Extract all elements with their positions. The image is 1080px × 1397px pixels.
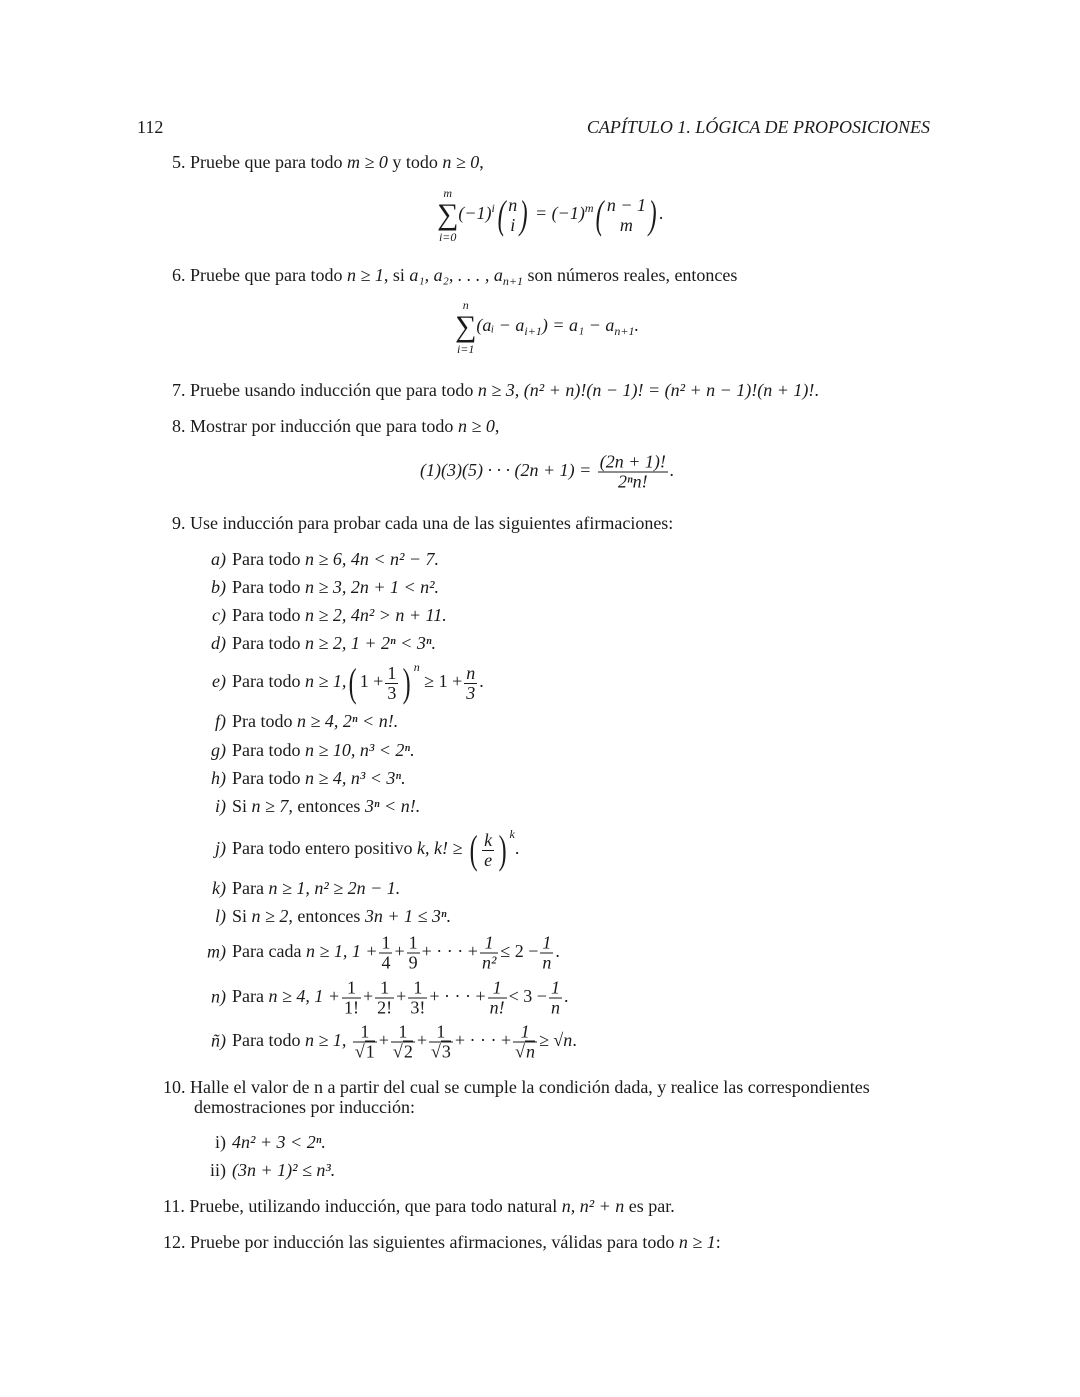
fraction-part: 2!	[377, 997, 393, 1018]
math-part: n	[508, 195, 518, 215]
math-part: b)	[211, 577, 226, 597]
math-part: 1	[365, 1041, 375, 1062]
math: m ≥ 0	[346, 152, 388, 172]
math-part: i+1	[524, 324, 542, 339]
math-part: i	[491, 201, 495, 216]
math-part: + · · · +	[454, 1030, 512, 1051]
math-part: Para todo	[232, 605, 305, 625]
fraction-part: 1	[408, 979, 427, 999]
math-part: a)	[211, 549, 226, 569]
equation-8	[420, 453, 674, 492]
math-part: ∑	[437, 198, 459, 231]
math-part: k, k! ≥	[416, 838, 463, 859]
math-part: n	[413, 660, 420, 675]
math-part: Pra todo	[232, 711, 297, 731]
math-part: ≥ 1 +	[424, 671, 463, 692]
math-part: n ≥ 4, 2ⁿ < n!.	[297, 711, 399, 731]
math-part: m)	[207, 941, 226, 962]
math-part: n, n² + n	[561, 1196, 625, 1216]
sub-item-n: n) Para n ≥ 4, 1 + $\frac{1}{1!}$ + $\frac{1}{2!}$ + $\frac{1}{3!}$ + · · · + $\frac{1}{n!}$ < 3 − $\frac{1}{n}$ .	[188, 979, 568, 1018]
fraction-part: √1	[354, 1041, 375, 1062]
math-part	[480, 934, 498, 973]
sub-item-i	[188, 795, 420, 817]
math-part: n ≥ 2, 4n² > n + 11.	[304, 605, 447, 625]
fraction-part: 2ⁿn!	[617, 471, 648, 492]
math-part	[353, 1023, 377, 1062]
math-part: n ≥ 2,	[251, 906, 293, 926]
math-part	[540, 934, 553, 973]
math-part: n ≥ 4, n³ < 3ⁿ.	[304, 768, 406, 788]
fraction-part: √n	[515, 1041, 536, 1062]
fraction-part: 1	[342, 979, 361, 999]
sub-item-f	[188, 710, 398, 732]
sub-item-k	[188, 877, 400, 899]
fraction-part: √3	[430, 1041, 451, 1062]
math-part: n ≥ 1,	[304, 671, 347, 692]
math-part: (	[497, 192, 506, 237]
math-part: n+1	[614, 324, 635, 339]
math-part: (	[469, 827, 478, 872]
math-part: , si	[383, 265, 410, 285]
math-part: n ≥ 3, 2n + 1 < n².	[304, 577, 440, 597]
exercise-10-cont: demostraciones por inducción:	[194, 1097, 415, 1117]
exercise-8	[172, 415, 499, 437]
math-part: Para todo	[232, 740, 305, 760]
exercise-6	[172, 264, 737, 286]
math-part: 8.	[172, 416, 186, 436]
math-part: Halle el valor de n a partir del cual se cumple la condición dada, y realice las correspondientes	[190, 1077, 870, 1097]
text: ,	[479, 152, 484, 172]
sub-item-j	[188, 827, 520, 872]
math-part: i	[510, 215, 516, 235]
math-part: m	[443, 186, 453, 200]
fraction-part: n!	[489, 997, 505, 1018]
math-part	[391, 1023, 415, 1062]
fraction-part: 1	[542, 932, 552, 953]
sub-item-i	[188, 1131, 326, 1153]
math-part: (	[596, 192, 605, 237]
math-part: )	[519, 192, 528, 237]
sub-item-d	[188, 632, 436, 654]
math-part: < 3 −	[508, 986, 547, 1007]
math-part: es par.	[624, 1196, 675, 1216]
math-part: n ≥ 6, 4n < n² − 7.	[304, 549, 440, 569]
exercise-10	[163, 1076, 870, 1098]
math-part: 3ⁿ < n!.	[364, 796, 421, 816]
math-part: entonces	[292, 906, 365, 926]
math-part: Para todo entero positivo	[232, 838, 417, 859]
fraction-part: 9	[408, 952, 418, 973]
math-part	[408, 979, 427, 1018]
fraction-part: 1	[480, 934, 498, 954]
math-part: )	[498, 827, 507, 872]
math-part: :	[715, 1232, 721, 1252]
math-part: 3	[441, 1041, 451, 1062]
math-part: (aᵢ − a	[476, 315, 525, 336]
fraction	[598, 453, 668, 492]
math-part: Use inducción para probar cada una de las siguientes afirmaciones:	[190, 513, 674, 533]
math-part: j)	[215, 838, 226, 859]
sub-item-a	[188, 548, 439, 570]
math-part: Pruebe usando inducción que para todo	[190, 380, 478, 400]
math-part: Para todo	[232, 577, 305, 597]
fraction-part: 1!	[344, 997, 360, 1018]
math-part: 6.	[172, 265, 186, 285]
math-part: n − 1	[606, 195, 646, 215]
math-part: + · · · +	[429, 986, 486, 1007]
sub-item-h	[188, 767, 406, 789]
math-part: Para todo	[232, 671, 305, 692]
math-part: ) = a₁ − a	[541, 315, 615, 336]
equation-6	[455, 298, 639, 356]
math-part: (3n + 1)² ≤ n³.	[232, 1160, 336, 1180]
math-part: 1 +	[359, 671, 384, 692]
math-part: g)	[211, 740, 226, 760]
fraction-part: 1	[387, 662, 397, 683]
math-part: entonces	[292, 796, 365, 816]
math-part: i)	[215, 796, 226, 816]
exercise-12	[163, 1231, 721, 1253]
math-part: .	[563, 986, 569, 1007]
sub-item-e	[188, 660, 484, 705]
math-part: 7.	[172, 380, 186, 400]
math-part: Para cada	[232, 941, 306, 962]
math-part: 9.	[172, 513, 186, 533]
math-part: n	[462, 298, 469, 312]
fraction-part: (2n + 1)!	[599, 451, 666, 472]
math: n ≥ 0	[442, 152, 480, 172]
math-part	[513, 1023, 537, 1062]
sub-item-g	[188, 739, 415, 761]
math-part: 10.	[163, 1077, 186, 1097]
sub-item-l	[188, 905, 451, 927]
math-part: Para	[232, 878, 269, 898]
fraction-part: √2	[392, 1041, 413, 1062]
math-part: .	[514, 838, 520, 859]
math-part	[407, 934, 420, 973]
math-part: 3n + 1 ≤ 3ⁿ.	[364, 906, 452, 926]
math-part	[429, 1023, 453, 1062]
chapter-title: CAPÍTULO 1. LÓGICA DE PROPOSICIONES	[586, 117, 930, 137]
math-part: (−1)	[458, 203, 492, 224]
fraction	[464, 664, 477, 703]
binomial	[508, 195, 517, 235]
fraction-part: 3	[466, 682, 476, 703]
fraction-part: n²	[481, 952, 497, 973]
math-part: son números reales, entonces	[522, 265, 738, 285]
fraction-part: 1	[408, 932, 418, 953]
math-part: n ≥ 3, (n² + n)!(n − 1)! = (n² + n − 1)!(n + 1)!	[477, 380, 815, 400]
math-part: Para todo	[232, 549, 305, 569]
fraction-part: e	[484, 849, 493, 870]
math-part: Para todo	[232, 1030, 305, 1051]
math-part	[549, 979, 562, 1018]
math-part: i=1	[456, 342, 475, 356]
math-part: = (−1)	[535, 203, 585, 224]
fraction-part: 1	[513, 1023, 537, 1043]
fraction-part: 1	[550, 977, 560, 998]
math-part: ii)	[210, 1160, 226, 1180]
math-part: )	[403, 660, 412, 705]
math-part: n ≥ 1, n² ≥ 2n − 1.	[268, 878, 401, 898]
math-part: .	[634, 315, 639, 336]
exercise-9	[172, 512, 673, 534]
math-part: n+1	[502, 274, 523, 288]
math-part: Mostrar por inducción que para todo	[190, 416, 458, 436]
summation	[437, 186, 458, 244]
math-part: l)	[215, 906, 226, 926]
math-part: n ≥ 1	[346, 265, 384, 285]
fraction-part: 3	[387, 682, 397, 703]
math-part: n ≥ 0	[457, 416, 495, 436]
math-part: i=0	[438, 230, 457, 244]
math-part: ñ)	[211, 1030, 226, 1051]
math-part: n ≥ 1	[678, 1232, 716, 1252]
fraction-part: n	[550, 997, 560, 1018]
math-part	[375, 979, 394, 1018]
math-part: f)	[215, 711, 226, 731]
fraction-part: 3!	[410, 997, 426, 1018]
item-number: 5.	[172, 152, 186, 172]
math-part: n ≥ 1,	[304, 1030, 347, 1051]
math-part: Pruebe, utilizando inducción, que para todo natural	[189, 1196, 562, 1216]
fraction	[482, 831, 494, 870]
fraction-part: 1	[381, 932, 391, 953]
math-part: .	[814, 380, 819, 400]
math-part: .	[659, 203, 664, 224]
fraction-part: 1	[429, 1023, 453, 1043]
math-part: Para todo	[232, 768, 305, 788]
summation	[455, 298, 476, 356]
math-part: Si	[232, 906, 252, 926]
math-part: k	[509, 827, 515, 842]
sub-item-m: m) Para cada n ≥ 1, 1 + $\frac{1}{4}$ + $\frac{1}{9}$ + · · · + $\frac{1}{\text{n²}}$ ≤ 2 − $\frac{1}{n}$ .	[188, 934, 560, 973]
fraction-part: 1	[353, 1023, 377, 1043]
math-part: ≥ √n	[539, 1030, 573, 1051]
math-part: c)	[212, 605, 226, 625]
page-number: 112	[137, 117, 164, 137]
fraction-part: 1	[391, 1023, 415, 1043]
math-part: .	[479, 671, 484, 692]
math-part: + · · · +	[421, 941, 478, 962]
math-part: 2	[403, 1041, 413, 1062]
fraction-part: 4	[381, 952, 391, 973]
equation-5	[437, 186, 664, 244]
sub-item-c	[188, 604, 447, 626]
fraction-part: n	[466, 662, 476, 683]
math-part: 11.	[163, 1196, 185, 1216]
math-part	[379, 934, 392, 973]
text: y todo	[387, 152, 443, 172]
math-part: .	[572, 1030, 577, 1051]
math-part: n ≥ 4, 1 +	[268, 986, 341, 1007]
math-part: ∑	[455, 310, 477, 343]
math-part: a₁, a₂, . . . , a	[409, 265, 503, 285]
math-part	[488, 979, 507, 1018]
exercise-5	[172, 151, 484, 173]
math-part: d)	[211, 633, 226, 653]
math-part	[342, 979, 361, 1018]
text: Pruebe que para todo	[190, 152, 347, 172]
math-part: ≤ 2 −	[500, 941, 539, 962]
math-part: e)	[212, 671, 226, 692]
math-part: Para	[232, 986, 269, 1007]
math-part: ,	[494, 416, 500, 436]
math-part: m	[584, 201, 594, 216]
math-part: i)	[215, 1132, 226, 1152]
math-part: n ≥ 2, 1 + 2ⁿ < 3ⁿ.	[304, 633, 436, 653]
math-part: Si	[232, 796, 252, 816]
math-part: h)	[211, 768, 226, 788]
binomial	[607, 195, 646, 235]
math-part: (1)(3)(5) · · · (2n + 1) =	[420, 460, 592, 481]
math-part: n ≥ 1, 1 +	[305, 941, 378, 962]
fraction-part: n	[542, 952, 552, 973]
sub-item-enye: ñ) Para todo n ≥ 1, $\frac{1}{√1}$ + $\frac{1}{√2}$ + $\frac{1}{√3}$ + · · · + $\frac{1}{√n}$ ≥ √n.	[188, 1023, 577, 1062]
math-part: n ≥ 10, n³ < 2ⁿ.	[304, 740, 415, 760]
sub-item-ii	[188, 1159, 335, 1181]
exercise-11	[163, 1195, 675, 1217]
math-part: n	[526, 1041, 536, 1062]
math-part: Para todo	[232, 633, 305, 653]
math-part: )	[648, 192, 657, 237]
fraction-part: 1	[488, 979, 507, 999]
math-part: Pruebe que para todo	[190, 265, 347, 285]
math-part: .	[555, 941, 560, 962]
math-part: .	[669, 460, 675, 481]
sub-item-b	[188, 576, 439, 598]
math-part: m	[619, 215, 633, 235]
exercise-7	[172, 379, 819, 401]
math-part: n)	[211, 986, 226, 1007]
fraction-part: k	[484, 829, 493, 850]
math-part: n ≥ 7,	[251, 796, 293, 816]
fraction	[385, 664, 398, 703]
math-part: (	[349, 660, 358, 705]
math-part: k)	[212, 878, 226, 898]
math-part: 12.	[163, 1232, 186, 1252]
math-part: 4n² + 3 < 2ⁿ.	[232, 1132, 326, 1152]
fraction-part: 1	[375, 979, 394, 999]
math-part: Pruebe por inducción las siguientes afirmaciones, válidas para todo	[190, 1232, 679, 1252]
